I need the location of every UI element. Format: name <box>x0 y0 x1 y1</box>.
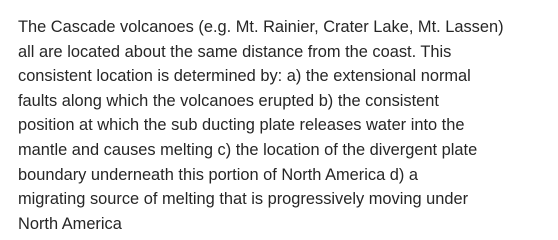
question-text <box>18 15 546 236</box>
question-line: The Cascade volcanoes (e.g. Mt. Rainier, Crater Lake, Mt. Lassen) <box>18 18 504 36</box>
question-line: consistent location is determined by: a) the extensional normal <box>18 67 471 86</box>
question-line: faults along which the volcanoes erupted b) the consistent <box>18 91 439 110</box>
question-line: mantle and causes melting c) the location of the divergent plate <box>18 140 478 159</box>
question-line: North America <box>18 214 122 233</box>
question-line: position at which the sub ducting plate releases water into the <box>18 116 465 135</box>
question-line: all are located about the same distance from the coast. This <box>18 42 452 61</box>
question-line: migrating source of melting that is progressively moving under <box>18 190 469 209</box>
question-line: boundary underneath this portion of North America d) a <box>18 165 418 184</box>
